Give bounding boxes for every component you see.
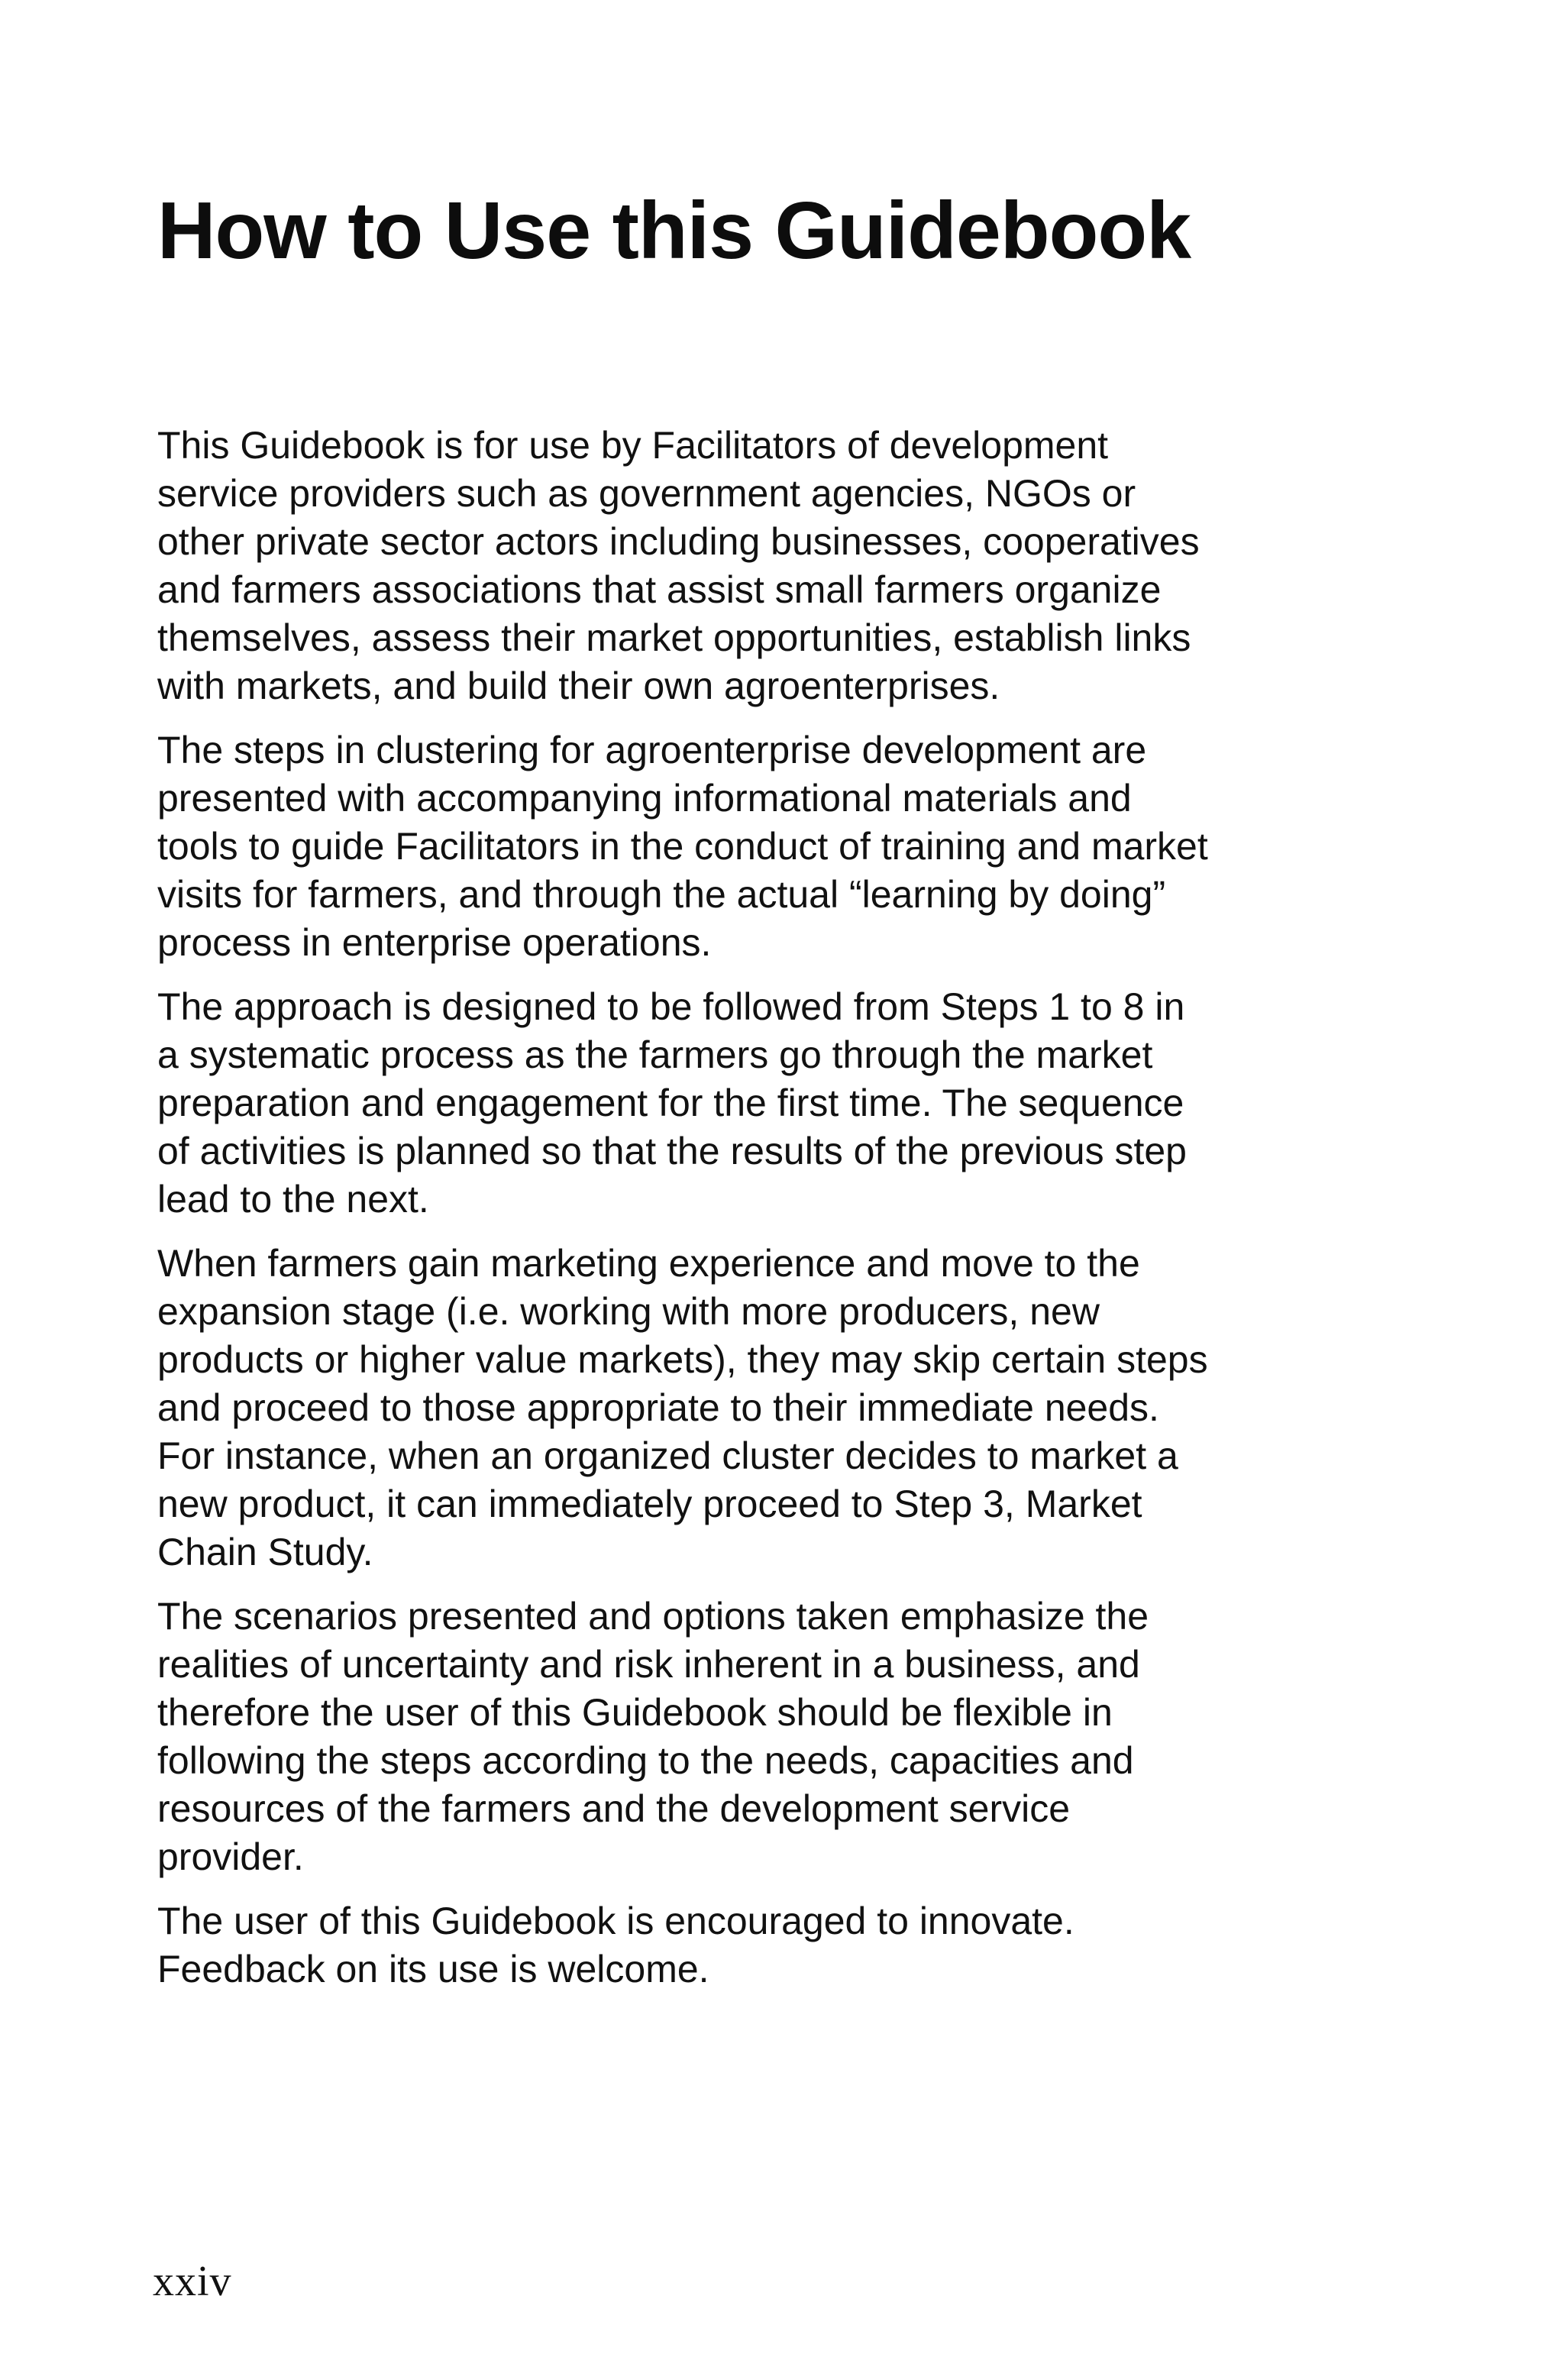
text-line: For instance, when an organized cluster decides to market a [157,1434,1178,1477]
text-line: with markets, and build their own agroenterprises. [157,665,1000,707]
text-line: preparation and engagement for the first time. The sequence [157,1082,1184,1124]
text-line: When farmers gain marketing experience and move to the [157,1242,1140,1285]
paragraph [157,422,1349,710]
text-line: provider. [157,1835,304,1878]
text-line: of activities is planned so that the results of the previous step [157,1130,1187,1172]
text-line: The approach is designed to be followed from Steps 1 to 8 in [157,985,1185,1028]
text-line: following the steps according to the needs, capacities and [157,1739,1134,1782]
paragraph [157,726,1349,967]
paragraph [157,1240,1349,1576]
text-line: a systematic process as the farmers go through the market [157,1033,1153,1076]
text-line: visits for farmers, and through the actual “learning by doing” [157,873,1166,916]
page-number: xxiv [153,2258,232,2305]
text-line: tools to guide Facilitators in the conduct of training and market [157,825,1208,868]
paragraph [157,1593,1349,1881]
text-line: lead to the next. [157,1178,429,1221]
text-line: therefore the user of this Guidebook should be flexible in [157,1691,1113,1734]
text-line: Feedback on its use is welcome. [157,1948,709,1990]
text-line: This Guidebook is for use by Facilitators of development [157,424,1109,467]
text-line: new product, it can immediately proceed to Step 3, Market [157,1483,1142,1525]
text-line: products or higher value markets), they may skip certain steps [157,1338,1208,1381]
text-line: resources of the farmers and the development service [157,1787,1071,1830]
paragraph [157,1897,1349,1994]
text-line: realities of uncertainty and risk inherent in a business, and [157,1643,1140,1686]
text-line: presented with accompanying informational materials and [157,777,1132,820]
page-title: How to Use this Guidebook [157,186,1191,276]
body-text [157,422,1349,2010]
text-line: and proceed to those appropriate to their immediate needs. [157,1386,1159,1429]
text-line: The steps in clustering for agroenterprise development are [157,729,1147,771]
text-line: expansion stage (i.e. working with more producers, new [157,1290,1100,1333]
text-line: service providers such as government agencies, NGOs or [157,472,1136,515]
text-line: themselves, assess their market opportunities, establish links [157,616,1191,659]
text-line: and farmers associations that assist small farmers organize [157,568,1162,611]
text-line: other private sector actors including businesses, cooperatives [157,520,1200,563]
paragraph [157,983,1349,1224]
text-line: The user of this Guidebook is encouraged to innovate. [157,1900,1074,1942]
text-line: process in enterprise operations. [157,921,712,964]
text-line: The scenarios presented and options taken emphasize the [157,1595,1149,1638]
text-line: Chain Study. [157,1531,373,1573]
